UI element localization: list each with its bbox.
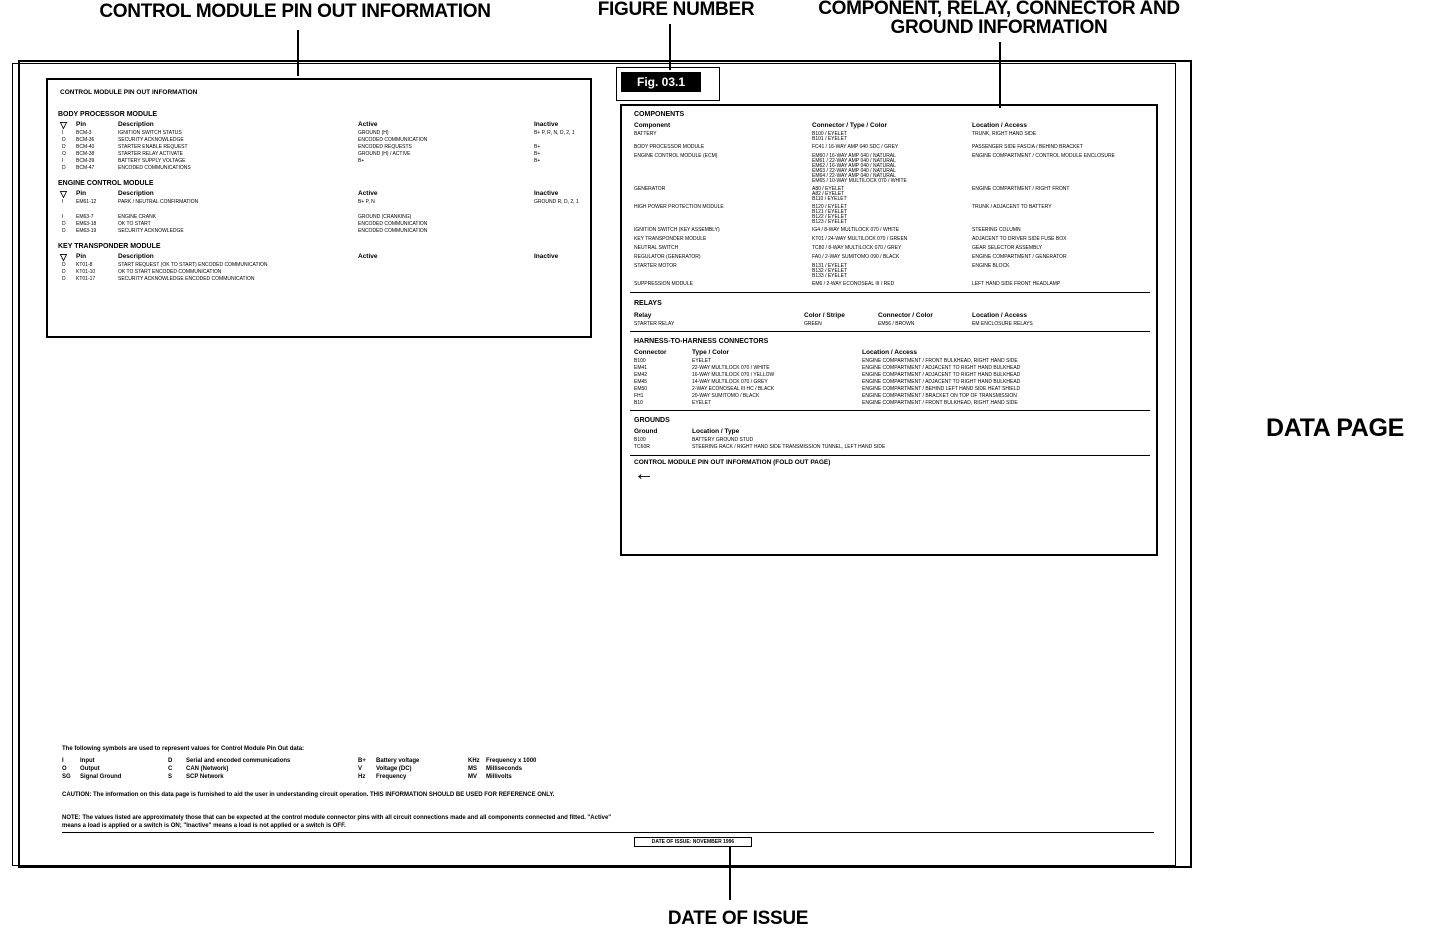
component-name: STARTER MOTOR <box>634 263 677 269</box>
pin-id: BCM-47 <box>76 165 95 171</box>
component-connector: B123 / EYELET <box>812 219 848 225</box>
legend-key: KHz <box>468 758 480 764</box>
component-connector: B122 / EYELET <box>812 214 848 220</box>
col-active-header: Active <box>358 253 378 260</box>
module-title: BODY PROCESSOR MODULE <box>58 111 158 118</box>
component-name: SUPPRESSION MODULE <box>634 281 693 287</box>
legend-key: MV <box>468 774 477 780</box>
pin-active-value: ENCODED REQUESTS <box>358 144 412 150</box>
pin-active-value: GROUND (CRANKING) <box>358 214 412 220</box>
component-connector: EM63 / 22-WAY AMP 040 / NATURAL <box>812 168 896 174</box>
legend-key: V <box>358 766 363 772</box>
col-active-header: Active <box>358 121 378 128</box>
component-name: BATTERY <box>634 131 657 137</box>
component-name: IGNITION SWITCH (KEY ASSEMBLY) <box>634 227 720 233</box>
harness-type: EYELET <box>692 400 712 406</box>
harness-type: 22-WAY MULTILOCK 070 / WHITE <box>692 365 770 371</box>
component-connector: FC41 / 16-WAY AMP 040 SDC / GREY <box>812 144 899 150</box>
col-inactive-header: Inactive <box>534 121 559 128</box>
component-connector: A82 / EYELET <box>812 191 845 197</box>
harness-type: 16-WAY MULTILOCK 070 / YELLOW <box>692 372 775 378</box>
callout-date-of-issue: DATE OF ISSUE <box>667 908 809 929</box>
pin-description: SECURITY ACKNOWLEDGE ENCODED COMMUNICATION <box>118 276 255 282</box>
component-connector: B132 / EYELET <box>812 268 848 274</box>
component-name: NEUTRAL SWITCH <box>634 245 679 251</box>
harness-type: 20-WAY SUMITOMO / BLACK <box>692 393 760 399</box>
harness-location: ENGINE COMPARTMENT / ADJACENT TO RIGHT HAND BULKHEAD <box>862 379 1021 385</box>
component-connector: B101 / EYELET <box>812 136 848 142</box>
figure-number-label: Fig. 03.1 <box>621 72 701 92</box>
relay-connector: EM56 / BROWN <box>878 321 915 327</box>
col-pin-header: Pin <box>76 190 87 197</box>
legend-key: S <box>168 774 173 780</box>
legend-key: SG <box>62 774 71 780</box>
harness-location: ENGINE COMPARTMENT / BEHIND LEFT HAND SIDE HEAT SHIELD <box>862 386 1021 392</box>
legend-intro: The following symbols are used to represent values for Control Module Pin Out data: <box>62 746 305 752</box>
pin-description: STARTER ENABLE REQUEST <box>118 144 188 150</box>
harness-col-header: Type / Color <box>692 349 730 356</box>
section-rule <box>630 455 1150 456</box>
footer-rule <box>62 832 1154 833</box>
component-connector: KT01 / 24-WAY MULTILOCK 070 / GREEN <box>812 236 908 242</box>
pin-id: EM63-7 <box>76 214 94 220</box>
legend-key: MS <box>468 766 477 772</box>
col-active-header: Active <box>358 190 378 197</box>
component-connector: EM6 / 2-WAY ECONOSEAL III / RED <box>812 281 895 287</box>
component-connector: FA0 / 2-WAY SUMITOMO 090 / BLACK <box>812 254 900 260</box>
grounds-col-header: Location / Type <box>692 428 740 435</box>
legend-value: Frequency x 1000 <box>486 758 537 764</box>
component-connector: B110 / EYELET <box>812 196 847 202</box>
legend-key: O <box>62 766 67 772</box>
callout-data-page: DATA PAGE <box>1266 414 1405 442</box>
legend-key: D <box>168 758 173 764</box>
pin-inactive-value: B+ <box>534 151 541 157</box>
component-location: ADJACENT TO DRIVER SIDE FUSE BOX <box>972 236 1067 242</box>
legend-key: C <box>168 766 173 772</box>
callout-component-line2: GROUND INFORMATION <box>890 17 1108 38</box>
pin-description: PARK / NEUTRAL CONFIRMATION <box>118 199 199 205</box>
harness-connector: B100 <box>634 358 646 364</box>
note-text: NOTE: The values listed are approximately those that can be expected at the control module connector pins with all circuit connections made and all components connected and fitted. "Active" means a load is applied or a switch is ON; "Inactive" means a load is not applied or a switch is OFF. <box>62 815 612 829</box>
pin-id: KT01-8 <box>76 262 93 268</box>
harness-connector: EM41 <box>634 365 648 371</box>
pin-description: STARTER RELAY ACTIVATE <box>118 151 184 157</box>
component-connector: TC80 / 8-WAY MULTILOCK 070 / GREY <box>812 245 902 251</box>
components-col-header: Connector / Type / Color <box>812 122 887 129</box>
component-name: ENGINE CONTROL MODULE (ECM) <box>634 153 718 159</box>
pin-symbol: O <box>62 151 66 157</box>
harness-type: 2-WAY ECONOSEAL III HC / BLACK <box>692 386 775 392</box>
pin-description: SECURITY ACKNOWLEDGE <box>118 228 184 234</box>
legend-value: CAN (Network) <box>186 766 229 772</box>
col-description-header: Description <box>118 121 154 128</box>
component-location: ENGINE COMPARTMENT / CONTROL MODULE ENCLOSURE <box>972 153 1115 159</box>
legend-value: Input <box>80 758 95 764</box>
pin-description: OK TO START ENCODED COMMUNICATION <box>118 269 222 275</box>
pin-active-value: GROUND (H) <box>358 130 389 136</box>
harness-title: HARNESS-TO-HARNESS CONNECTORS <box>634 338 769 345</box>
component-location: ENGINE BLOCK <box>972 263 1010 269</box>
module-title: KEY TRANSPONDER MODULE <box>58 243 161 250</box>
harness-location: ENGINE COMPARTMENT / FRONT BULKHEAD, RIGHT HAND SIDE <box>862 358 1018 364</box>
components-title: COMPONENTS <box>634 111 685 118</box>
legend-value: Voltage (DC) <box>376 766 412 772</box>
component-connector: EM62 / 16-WAY AMP 040 / NATURAL <box>812 163 896 169</box>
component-connector: EM64 / 22-WAY AMP 040 / NATURAL <box>812 173 896 179</box>
relays-col-header: Connector / Color <box>878 312 933 319</box>
pin-active-value: GROUND (H) / ACTIVE <box>358 151 411 157</box>
section-rule <box>630 292 1150 293</box>
component-connector: B131 / EYELET <box>812 263 848 269</box>
component-connector: A80 / EYELET <box>812 186 845 192</box>
ground-id: TC60R <box>634 444 650 450</box>
harness-connector: FH1 <box>634 393 644 399</box>
col-pin-header: Pin <box>76 121 87 128</box>
foldout-label: CONTROL MODULE PIN OUT INFORMATION (FOLD OUT PAGE) <box>634 459 831 466</box>
pin-id: BCM-3 <box>76 130 92 136</box>
harness-location: ENGINE COMPARTMENT / FRONT BULKHEAD, RIGHT HAND SIDE <box>862 400 1018 406</box>
pin-inactive-value: B+ <box>534 158 541 164</box>
harness-col-header: Connector <box>634 349 667 356</box>
legend-key: B+ <box>358 758 366 764</box>
pin-symbol: D <box>62 165 66 171</box>
col-inactive-header: Inactive <box>534 190 559 197</box>
legend-value: Signal Ground <box>80 774 122 780</box>
component-info-panel <box>620 104 1158 556</box>
harness-location: ENGINE COMPARTMENT / ADJACENT TO RIGHT HAND BULKHEAD <box>862 372 1021 378</box>
pin-inactive-value: GROUND R, D, 2, 1 <box>534 199 579 205</box>
col-pin-header: Pin <box>76 253 87 260</box>
component-location: LEFT HAND SIDE FRONT HEADLAMP <box>972 281 1061 287</box>
pin-description: ENGINE CRANK <box>118 214 157 220</box>
pin-active-value: ENCODED COMMUNICATION <box>358 137 428 143</box>
ground-location: STEERING RACK / RIGHT HAND SIDE TRANSMISSION TUNNEL, LEFT HAND SIDE <box>692 444 886 450</box>
caution-text: CAUTION: The information on this data page is furnished to aid the user in understanding circuit operation. THIS INFORMATION SHOULD BE USED FOR REFERENCE ONLY. <box>62 792 555 798</box>
legend-value: Serial and encoded communications <box>186 758 291 764</box>
relays-col-header: Location / Access <box>972 312 1028 319</box>
legend-value: Battery voltage <box>376 758 420 764</box>
legend-value: Milliseconds <box>486 766 523 772</box>
module-symbol-icon: ▽ <box>60 252 67 262</box>
component-name: BODY PROCESSOR MODULE <box>634 144 705 150</box>
pin-id: KT01-17 <box>76 276 96 282</box>
component-name: HIGH POWER PROTECTION MODULE <box>634 204 724 210</box>
pin-active-value: ENCODED COMMUNICATION <box>358 221 428 227</box>
callout-figure-number: FIGURE NUMBER <box>597 0 755 20</box>
pin-symbol: D <box>62 269 66 275</box>
component-location: PASSENGER SIDE FASCIA / BEHIND BRACKET <box>972 144 1083 150</box>
harness-location: ENGINE COMPARTMENT / ADJACENT TO RIGHT HAND BULKHEAD <box>862 365 1021 371</box>
pin-id: KT01-10 <box>76 269 96 275</box>
pin-symbol: D <box>62 228 66 234</box>
component-connector: B120 / EYELET <box>812 204 848 210</box>
component-location: STEERING COLUMN <box>972 227 1021 233</box>
pin-symbol: D <box>62 137 66 143</box>
component-name: REGULATOR (GENERATOR) <box>634 254 701 260</box>
component-connector: EM65 / 10-WAY MULTILOCK 070 / WHITE <box>812 178 907 184</box>
ground-location: BATTERY GROUND STUD <box>692 437 754 443</box>
callout-pinout: CONTROL MODULE PIN OUT INFORMATION <box>99 1 491 22</box>
relay-color: GREEN <box>804 321 822 327</box>
relay-location: EM ENCLOSURE RELAYS <box>972 321 1033 327</box>
harness-type: EYELET <box>692 358 712 364</box>
pin-id: EM63-19 <box>76 228 97 234</box>
harness-type: 14-WAY MULTILOCK 070 / GREY <box>692 379 768 385</box>
pin-inactive-value: B+ P, R, N, D, 2, 1 <box>534 130 575 136</box>
component-connector: B133 / EYELET <box>812 273 848 279</box>
col-description-header: Description <box>118 190 154 197</box>
date-of-issue-box: DATE OF ISSUE: NOVEMBER 1996 <box>634 837 752 847</box>
foldout-arrow-icon: ← <box>634 463 654 485</box>
pin-active-value: ENCODED COMMUNICATION <box>358 228 428 234</box>
component-name: GENERATOR <box>634 186 666 192</box>
relays-col-header: Color / Stripe <box>804 312 845 319</box>
pin-id: EM63-18 <box>76 221 97 227</box>
component-connector: IG4 / 8-WAY MULTILOCK 070 / WHITE <box>812 227 900 233</box>
pin-id: BCM-36 <box>76 137 95 143</box>
relays-col-header: Relay <box>634 312 652 319</box>
component-location: TRUNK / ADJACENT TO BATTERY <box>972 204 1052 210</box>
pin-id: BCM-38 <box>76 151 95 157</box>
pin-inactive-value: B+ <box>534 144 541 150</box>
grounds-title: GROUNDS <box>634 417 670 424</box>
pin-id: BCM-39 <box>76 158 95 164</box>
col-inactive-header: Inactive <box>534 253 559 260</box>
pin-description: START REQUEST (OK TO START) ENCODED COMMUNICATION <box>118 262 268 268</box>
component-location: ENGINE COMPARTMENT / GENERATOR <box>972 254 1067 260</box>
relays-title: RELAYS <box>634 300 662 307</box>
module-symbol-icon: ▽ <box>60 189 67 199</box>
pin-symbol: I <box>62 158 64 164</box>
legend-value: Frequency <box>376 774 407 780</box>
components-col-header: Location / Access <box>972 122 1028 129</box>
component-location: GEAR SELECTOR ASSEMBLY <box>972 245 1043 251</box>
pin-symbol: I <box>62 214 64 220</box>
component-location: TRUNK, RIGHT HAND SIDE <box>972 131 1037 137</box>
pin-symbol: I <box>62 130 64 136</box>
components-col-header: Component <box>634 122 671 129</box>
component-connector: B100 / EYELET <box>812 131 848 137</box>
relay-name: STARTER RELAY <box>634 321 675 327</box>
harness-location: ENGINE COMPARTMENT / BRACKET ON TOP OF TRANSMISSION <box>862 393 1017 399</box>
legend-value: Output <box>80 766 100 772</box>
ground-id: B100 <box>634 437 646 443</box>
col-description-header: Description <box>118 253 154 260</box>
pin-description: BATTERY SUPPLY VOLTAGE <box>118 158 186 164</box>
module-symbol-icon: ▽ <box>60 120 67 130</box>
harness-connector: B10 <box>634 400 643 406</box>
legend-value: Millivolts <box>486 774 512 780</box>
component-connector: B121 / EYELET <box>812 209 848 215</box>
figure-number-box <box>616 67 720 101</box>
harness-connector: EM50 <box>634 386 648 392</box>
pin-id: BCM-40 <box>76 144 95 150</box>
pin-symbol: D <box>62 276 66 282</box>
harness-connector: EM45 <box>634 379 648 385</box>
pin-symbol: I <box>62 199 64 205</box>
component-name: KEY TRANSPONDER MODULE <box>634 236 707 242</box>
section-rule <box>630 331 1150 332</box>
pin-symbol: D <box>62 221 66 227</box>
pin-active-value: B+ P, N <box>358 199 375 205</box>
legend-key: Hz <box>358 774 366 780</box>
pin-symbol: D <box>62 262 66 268</box>
legend-key: I <box>62 758 64 764</box>
pin-description: ENCODED COMMUNICATIONS <box>118 165 191 171</box>
component-connector: EM61 / 22-WAY AMP 040 / NATURAL <box>812 158 896 164</box>
pin-active-value: B+ <box>358 158 365 164</box>
pin-description: IGNITION SWITCH STATUS <box>118 130 182 136</box>
pin-description: OK TO START <box>118 221 151 227</box>
pinout-panel <box>46 78 592 338</box>
harness-col-header: Location / Access <box>862 349 918 356</box>
module-title: ENGINE CONTROL MODULE <box>58 180 154 187</box>
pin-id: EM61-12 <box>76 199 97 205</box>
callout-component-line1: COMPONENT, RELAY, CONNECTOR AND <box>818 0 1180 19</box>
component-connector: EM60 / 16-WAY AMP 040 / NATURAL <box>812 153 896 159</box>
section-rule <box>630 410 1150 411</box>
component-location: ENGINE COMPARTMENT / RIGHT FRONT <box>972 186 1070 192</box>
legend-value: SCP Network <box>186 774 224 780</box>
grounds-col-header: Ground <box>634 428 658 435</box>
pinout-title: CONTROL MODULE PIN OUT INFORMATION <box>60 89 198 96</box>
harness-connector: EM42 <box>634 372 648 378</box>
pin-symbol: D <box>62 144 66 150</box>
pin-description: SECURITY ACKNOWLEDGE <box>118 137 184 143</box>
